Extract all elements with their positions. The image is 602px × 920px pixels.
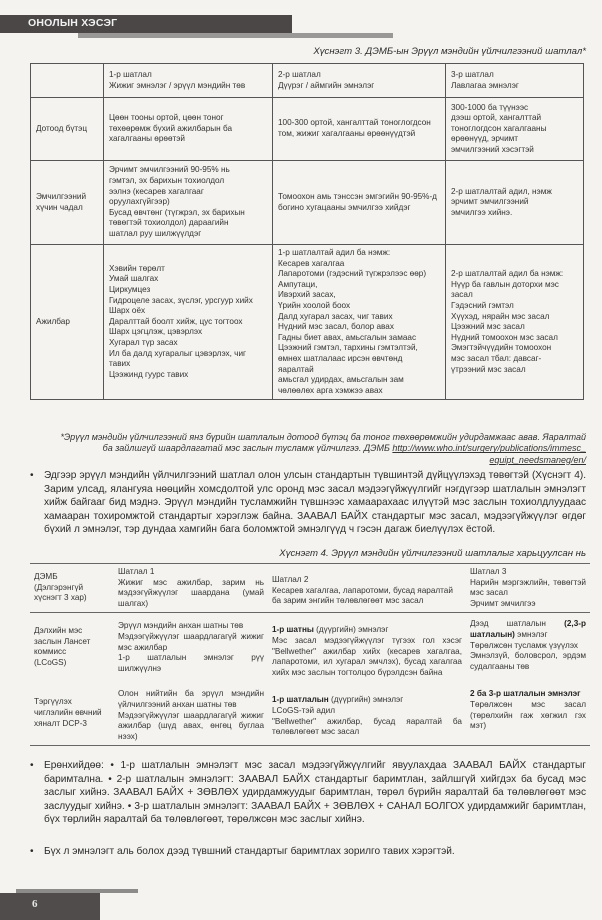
- table-row: [31, 245, 584, 400]
- table-cell: 2-р шатлалтай адил ба нэмж: Нүүр ба гавлын доторхи мэс засал Гэдэсний гэмтэл Хүүхэд, нярайн мэс засал Цээжний мэс засал Нүдний томоохон мэс засал Эмэгтэйчүүдийн томоохон мэс засал тбал: давсаг- үтрээний мэс засал: [446, 245, 584, 400]
- table-cell: 2-р шатлалтай адил, нэмж эрчимт эмчилгээний эмчилгээ хийнэ.: [446, 161, 584, 245]
- table3-col-header: 1-р шатлал Жижиг эмнэлэг / эрүүл мэндийн төв: [104, 64, 273, 98]
- paragraph-levels-standards: • Эдгээр эрүүл мэндийн үйлчилгээний шатлал олон улсын стандартын түвшинтэй дүйцүүлэхэд төвөгтэй (Хүснэгт 4). Зарим улсад, ялангуяа нөөцийн хомсдолтой улс оронд мэс засал мэдээгүйжүүлгийг нэгдүгээр шатлалын эмнэлэгт хийж байгааг бид мэднэ. Эрүүл мэндийн тусламжийн түвшнээс хамаарахаас илүүтэй мэс заслын тохиолдлуудаас хамааран тохиромжтой стандартыг хэрэглэж байна. ЗААВАЛ БАЙХ стандартыг мэс засал, мэдээгүйжүүлэг өгдөг бүхий л эмнэлэг, тэр дундаа хамгийн бага боломжтой эмнэлгүүд ч гэсэн дагаж биелүүлэх ёстой.: [30, 470, 586, 536]
- table-cell: Эрүүл мэндийн анхан шатны төв Мэдээгүйжүүлэг шаардлагагүй жижиг мэс ажилбар 1-р шатлалын эмнэлэг рүү шилжүүлнэ: [118, 621, 264, 673]
- paragraph-summary: • Ерөнхийдөө: • 1-р шатлалын эмнэлэгт мэс засал мэдээгүйжүүлгийг явуулахдаа ЗААВАЛ БАЙХ стандартыг баримтална. • 2-р шатлалын эмнэлэгт: ЗААВАЛ БАЙХ стандартыг баримтлан, зайлшгүй хийгдэх ба бусад мэс заслыг хийнэ. ЗААВАЛ БАЙХ + ЗӨВЛӨХ удирдамжуудыг баримтлан, төрөл бүрийн яаралтай ба төлөвлөгөөт мэс заслуудыг хийнэ. • 3-р шатлалын эмнэлэгт: ЗААВАЛ БАЙХ + ЗӨВЛӨХ + САНАЛ БОЛГОХ удирдамжийг баримтлан, бүх төрлийн яаралтай ба төлөвлөгөөт, төрөлжсөн мэс заслыг хийнэ.: [30, 760, 586, 826]
- bullet-icon: •: [30, 846, 34, 857]
- table4-header-level1: Шатлал 1 Жижиг мэс ажилбар, зарим нь мэдээгүйжүүлэг шаардана (умай шалгах): [114, 564, 268, 613]
- table-cell: 1-р шатлалын (дүүргийн) эмнэлэг LCoGS-тэй адил "Bellwether" ажилбар, бусад яаралтай ба төлөвлөгөөт мэс засал: [268, 681, 466, 745]
- bullet-icon: •: [30, 470, 34, 481]
- table-cell: Олон нийтийн ба эрүүл мэндийн үйлчилгээний анхан шатны төв Мэдээгүйжүүлэг шаардлагагүй жижиг ажилбар (шүд авах, өнгөц буглаа нээх): [114, 681, 268, 745]
- table-cell: 1-р шатны (дүүргийн) эмнэлэг Мэс засал мэдээгүйжүүлэг түгээх гол хэсэг "Bellwether" ажилбар хийх (кесарев хагалгаа, лапаротоми, ил хугарал эмчлэх), бусад хагалгаа хийх мэс заслын тогтолцоо бүрэлдсэн байна: [272, 625, 462, 677]
- table3-footnote: *Эрүүл мэндийн үйлчилгээний янз бүрийн шатлалын дотоод бүтэц ба тоног төхөөрөмжийн удирдамжаас авав. Яаралтай ба зайлшгүй шаардлагатай мэс заслын тусламж үйлчилгээ. ДЭМБ http://www.who.int/surgery/publications/immesc_ equipt_needsmaneg/en/: [60, 432, 586, 465]
- header-underline: [78, 33, 393, 38]
- who-link[interactable]: http://www.who.int/surgery/publications/immesc_: [392, 443, 586, 454]
- section-title: ОНОЛЫН ХЭСЭГ: [28, 17, 118, 29]
- table-cell: Цөөн тооны ортой, цөөн тоног төхөөрөмж бүхий ажилбарын ба хагалгааны өрөөтэй: [104, 98, 273, 161]
- table4-header-row: [30, 564, 590, 613]
- table-row: [30, 681, 590, 745]
- table4-header-level3: Шатлал 3 Нарийн мэргэжлийн, төвөгтэй мэс засал Эрчимт эмчилгээ: [466, 564, 590, 613]
- paragraph-goal: • Бүх л эмнэлэгт аль болох дээд түвшний стандартыг баримтлах зорилго тавих хэрэгтэй.: [30, 846, 455, 857]
- table-cell: Хэвийн төрөлт Умай шалгах Циркумцез Гидроцеле засах, зүслэг, урсгуур хийх Шарх оёх Даралттай боолт хийж, цус тогтоох Шарх цэгцлэж, цэвэрлэх Хугарал түр засах Ил ба далд хугаралыг цэвэрлэх, чиг тавих Цээжинд гуурс тавих: [104, 245, 273, 400]
- table3-corner-cell: [31, 64, 104, 98]
- table3-col-header: 3-р шатлал Лавлагаа эмнэлэг: [446, 64, 584, 98]
- row-label: Ажилбар: [31, 245, 104, 400]
- table-cell: 300-1000 ба түүнээс дээш ортой, хангалттай тоноглогдсон хагалгааны өрөөнүүд, эрчимт эмчилгээний хэсэгтэй: [446, 98, 584, 161]
- table-cell: 1-р шатлалтай адил ба нэмж: Кесарев хагалгаа Лапаротоми (гэдэсний түгжрэлээс өөр) Ампутаци, Ивэрхий засах, Үрийн хоолой боох Далд хугарал засах, чиг тавих Нүдний мэс засал, болор авах Гадны биет авах, амьсгалын замаас Цээжний гэмтэл, тархины гэмтэлтэй, өмнөх шатлалаас ирсэн өвчтөнд яаралтай амьсгал удирдах, амьсгалын зам чөлөөлөх арга хэмжээ авах: [273, 245, 446, 400]
- page-number: 6: [32, 898, 38, 910]
- who-link-continued[interactable]: equipt_needsmaneg/en/: [489, 454, 586, 465]
- table-row: [30, 613, 590, 681]
- table-row: [31, 98, 584, 161]
- table4-caption: Хүснэгт 4. Эрүүл мэндийн үйлчилгээний шатлалыг харьцуулсан нь: [279, 548, 586, 559]
- page-number-box: [0, 893, 100, 920]
- table-cell: 2 ба 3-р шатлалын эмнэлэг Төрөлжсөн мэс засал (төрөлхийн гаж хөгжил гэх мэт): [466, 681, 590, 745]
- table3-header-row: [31, 64, 584, 98]
- table-cell: Дээд шатлалын (2,3-р шатлалын) эмнэлэг Төрөлжсөн тусламж үзүүлэх Эмнэлзүй, боловсрол, эрдэм судалгааны төв: [470, 619, 586, 671]
- row-label: Тэргүүлэх чиглэлийн өвчний хяналт DCP-3: [30, 681, 114, 745]
- row-label: Дэлхийн мэс заслын Лансет коммисс (LCoGS): [34, 626, 91, 667]
- table-cell: Эрчимт эмчилгээний 90-95% нь гэмтэл, эх барихын тохиолдол ээлнэ (кесарев хагалгааг оруулахгүйгээр) Бусад өвчтөнг (түгжрэл, эх барихын төвөгтэй тохиолдол) дараагийн шатлал руу шилжүүлдэг: [104, 161, 273, 245]
- table4-header-level2: Шатлал 2 Кесарев хагалгаа, лапаротоми, бусад яаралтай ба зарим энгийн төлөвлөгөөт мэс засал: [268, 564, 466, 613]
- table4-header-who: ДЭМБ (Дэлгэрэнгүй хүснэгт 3 хар): [30, 564, 114, 613]
- table-cell: Томоохон амь тэнссэн эмгэгийн 90-95%-д богино хугацааны эмчилгээ хийдэг: [273, 161, 446, 245]
- table3-caption: Хүснэгт 3. ДЭМБ-ын Эрүүл мэндийн үйлчилгээний шатлал*: [313, 46, 586, 57]
- table-row: [31, 161, 584, 245]
- row-label: Эмчилгээний хүчин чадал: [31, 161, 104, 245]
- table-cell: 100-300 ортой, хангалттай тоноглогдсон том, жижиг хагалгааны өрөөнүүдтэй: [273, 98, 446, 161]
- table3-col-header: 2-р шатлал Дүүрэг / аймгийн эмнэлэг: [273, 64, 446, 98]
- table3: [30, 63, 584, 400]
- table4: [30, 563, 590, 746]
- bullet-icon: •: [30, 760, 34, 771]
- row-label: Дотоод бүтэц: [31, 98, 104, 161]
